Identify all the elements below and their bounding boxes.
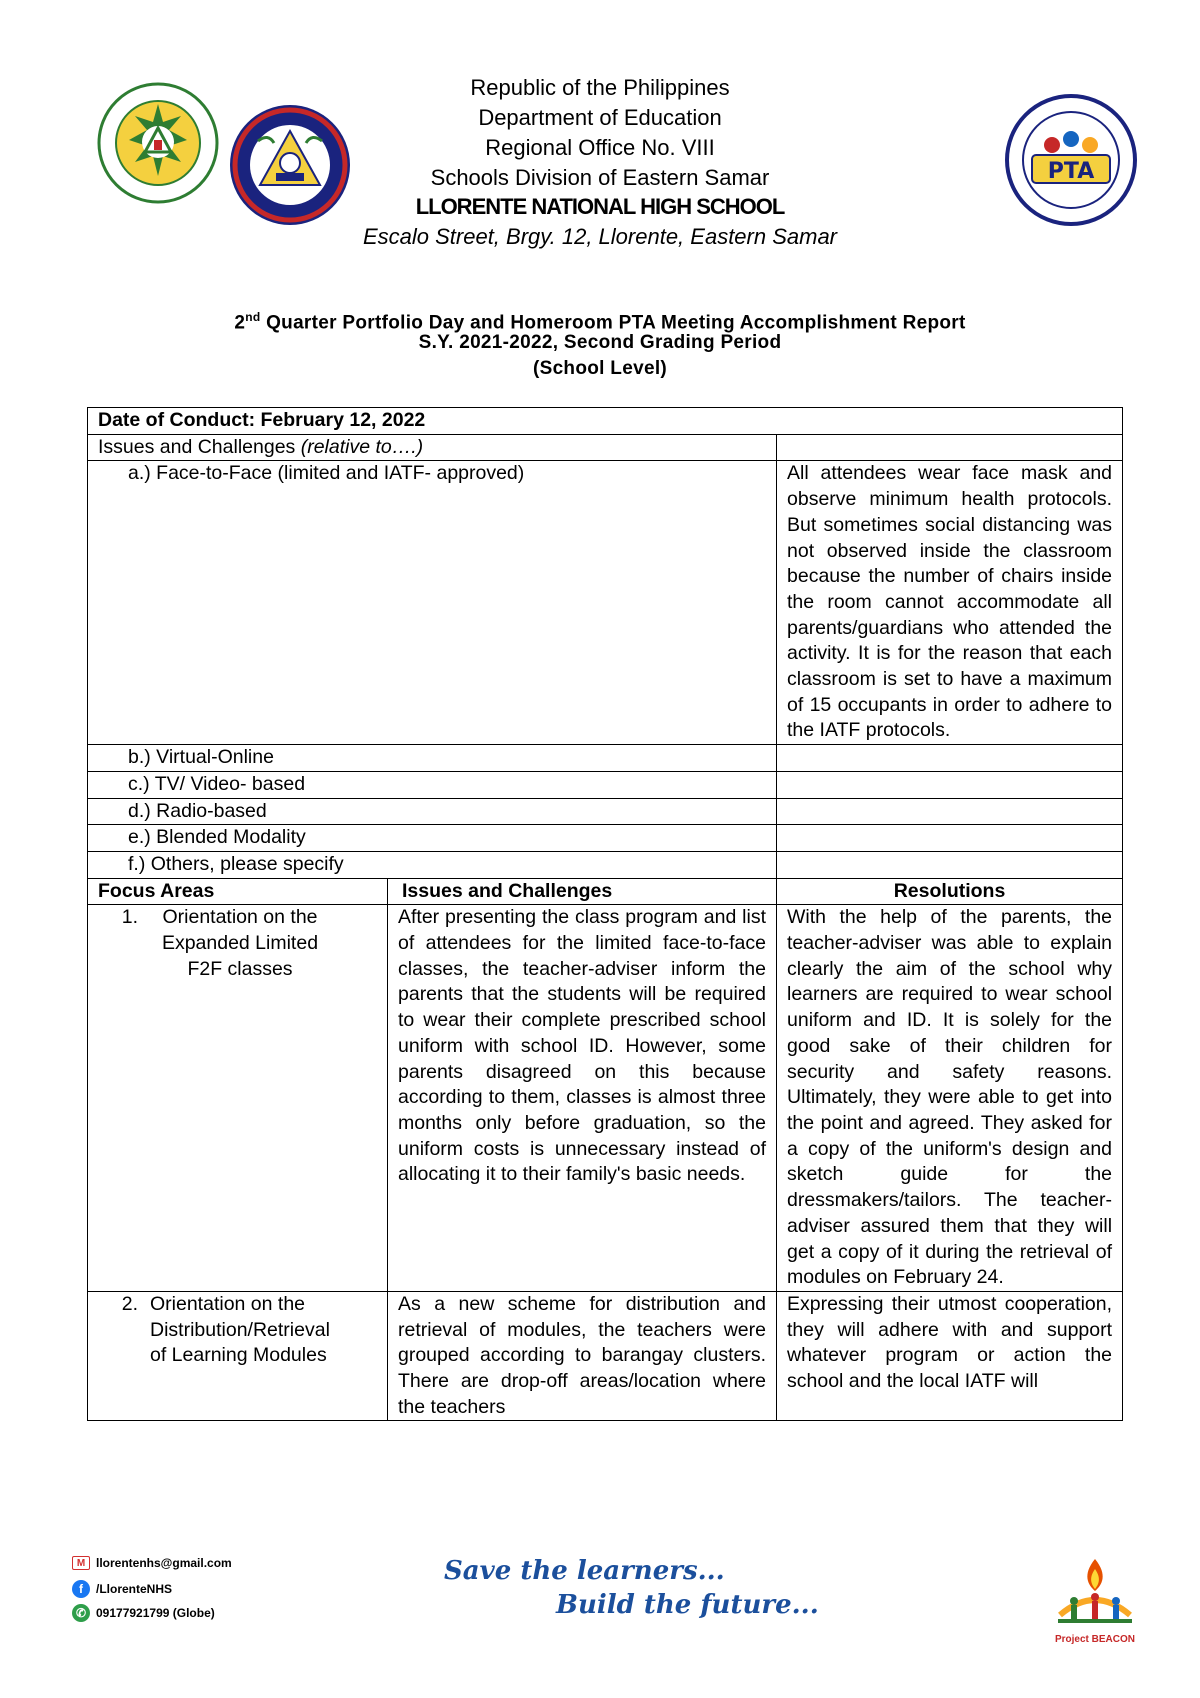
modality-row <box>88 745 1123 772</box>
report-table <box>87 407 1123 1421</box>
col-header-resolutions: Resolutions <box>777 878 1123 905</box>
project-beacon-logo <box>1052 1555 1138 1647</box>
issues-header-row <box>88 434 1123 461</box>
pta-logo-text: PTA <box>1047 159 1095 184</box>
header-address: Escalo Street, Brgy. 12, Llorente, Eastern Samar <box>362 224 838 249</box>
focus-resolution: With the help of the parents, the teacher-adviser was able to explain clearly the aim of the school why learners are required to wear school uniform and ID. It is solely for the good sake of their children for security and safety reasons. Ultimately, they were able to get into the point and agreed. They asked for a copy of the uniform's design and sketch guide for the dressmakers/tailors. The teacher-adviser assured them that they will get a copy of it during the retrieval of modules on February 24. <box>777 905 1123 1292</box>
modality-row <box>88 798 1123 825</box>
issues-header-label: Issues and Challenges <box>98 435 301 458</box>
focus-area-text: Orientation on the Expanded Limited F2F classes <box>161 906 319 980</box>
modality-value <box>777 825 1123 852</box>
focus-number: 1. <box>121 906 138 929</box>
modality-label: a.) Face-to-Face (limited and IATF- approved) <box>88 461 777 745</box>
date-of-conduct: Date of Conduct: February 12, 2022 <box>88 408 1123 435</box>
header-school-name: LLORENTE NATIONAL HIGH SCHOOL <box>415 194 785 219</box>
date-row <box>88 408 1123 435</box>
modality-label: c.) TV/ Video- based <box>88 771 777 798</box>
focus-area-cell <box>88 1291 388 1421</box>
report-title-ordinal: 2 <box>234 312 246 334</box>
modality-row <box>88 771 1123 798</box>
issues-header-empty <box>777 434 1123 461</box>
footer-email <box>72 1556 232 1570</box>
header-republic: Republic of the Philippines <box>470 75 730 100</box>
header-department: Department of Education <box>478 105 722 130</box>
col-header-issues: Issues and Challenges <box>388 878 777 905</box>
modality-label: b.) Virtual-Online <box>88 745 777 772</box>
footer-facebook <box>72 1580 172 1598</box>
modality-value <box>777 771 1123 798</box>
modality-row <box>88 825 1123 852</box>
focus-area-text: Orientation on the Distribution/Retrieval of Learning Modules <box>150 1292 330 1367</box>
report-title-ordinal-sup: nd <box>245 310 261 324</box>
project-beacon-label: Project BEACON <box>1054 1634 1135 1645</box>
footer-phone-text: 09177921799 (Globe) <box>96 1606 215 1620</box>
focus-row <box>88 1291 1123 1421</box>
modality-value <box>777 851 1123 878</box>
header-division: Schools Division of Eastern Samar <box>430 165 770 190</box>
modality-label: e.) Blended Modality <box>88 825 777 852</box>
facebook-icon: f <box>72 1580 90 1598</box>
tagline-build: Build the future... <box>556 1590 819 1620</box>
column-header-row <box>88 878 1123 905</box>
mail-icon: M <box>72 1556 90 1570</box>
modality-label: d.) Radio-based <box>88 798 777 825</box>
footer-facebook-text: /LlorenteNHS <box>96 1582 173 1596</box>
col-header-focus-areas: Focus Areas <box>88 878 388 905</box>
report-level: (School Level) <box>532 358 668 379</box>
modality-value <box>777 798 1123 825</box>
modality-value <box>777 745 1123 772</box>
modality-row <box>88 851 1123 878</box>
focus-resolution: Expressing their utmost cooperation, they will adhere with and support whatever program or action the school and the local IATF will <box>777 1291 1123 1421</box>
tagline-save: Save the learners... <box>444 1556 725 1586</box>
header-regional-office: Regional Office No. VIII <box>485 135 715 160</box>
phone-icon: ✆ <box>72 1604 90 1622</box>
footer-email-text: llorentenhs@gmail.com <box>96 1556 232 1570</box>
report-title-text: Quarter Portfolio Day and Homeroom PTA Meeting Accomplishment Report <box>260 312 966 334</box>
focus-issues: After presenting the class program and list of attendees for the limited face-to-face classes, the teacher-adviser inform the parents that the students will be required to wear their complete prescribed school uniform with school ID. However, some parents disagreed on this because according to them, classes is almost three months only before graduation, so the uniform costs is unnecessary instead of allocating it to their family's basic needs. <box>388 905 777 1292</box>
footer-phone <box>72 1604 215 1622</box>
issues-header-relative: (relative to….) <box>300 435 424 458</box>
modality-row <box>88 461 1123 745</box>
focus-area-cell <box>88 905 388 1292</box>
focus-row <box>88 905 1123 1292</box>
modality-label: f.) Others, please specify <box>88 851 777 878</box>
focus-issues: As a new scheme for distribution and retrieval of modules, the teachers were grouped according to barangay clusters. There are drop-off areas/location where the teachers <box>388 1291 777 1421</box>
focus-number: 2. <box>121 1292 138 1315</box>
modality-value: All attendees wear face mask and observe minimum health protocols. But sometimes social distancing was not observed inside the classroom because the number of chairs inside the room cannot accommodate all parents/guardians who attended the activity. It is for the reason that each classroom is set to have a maximum of 15 occupants in order to adhere to the IATF protocols. <box>777 461 1123 745</box>
report-school-year: S.Y. 2021-2022, Second Grading Period <box>418 332 782 353</box>
issues-header-cell <box>88 434 777 461</box>
